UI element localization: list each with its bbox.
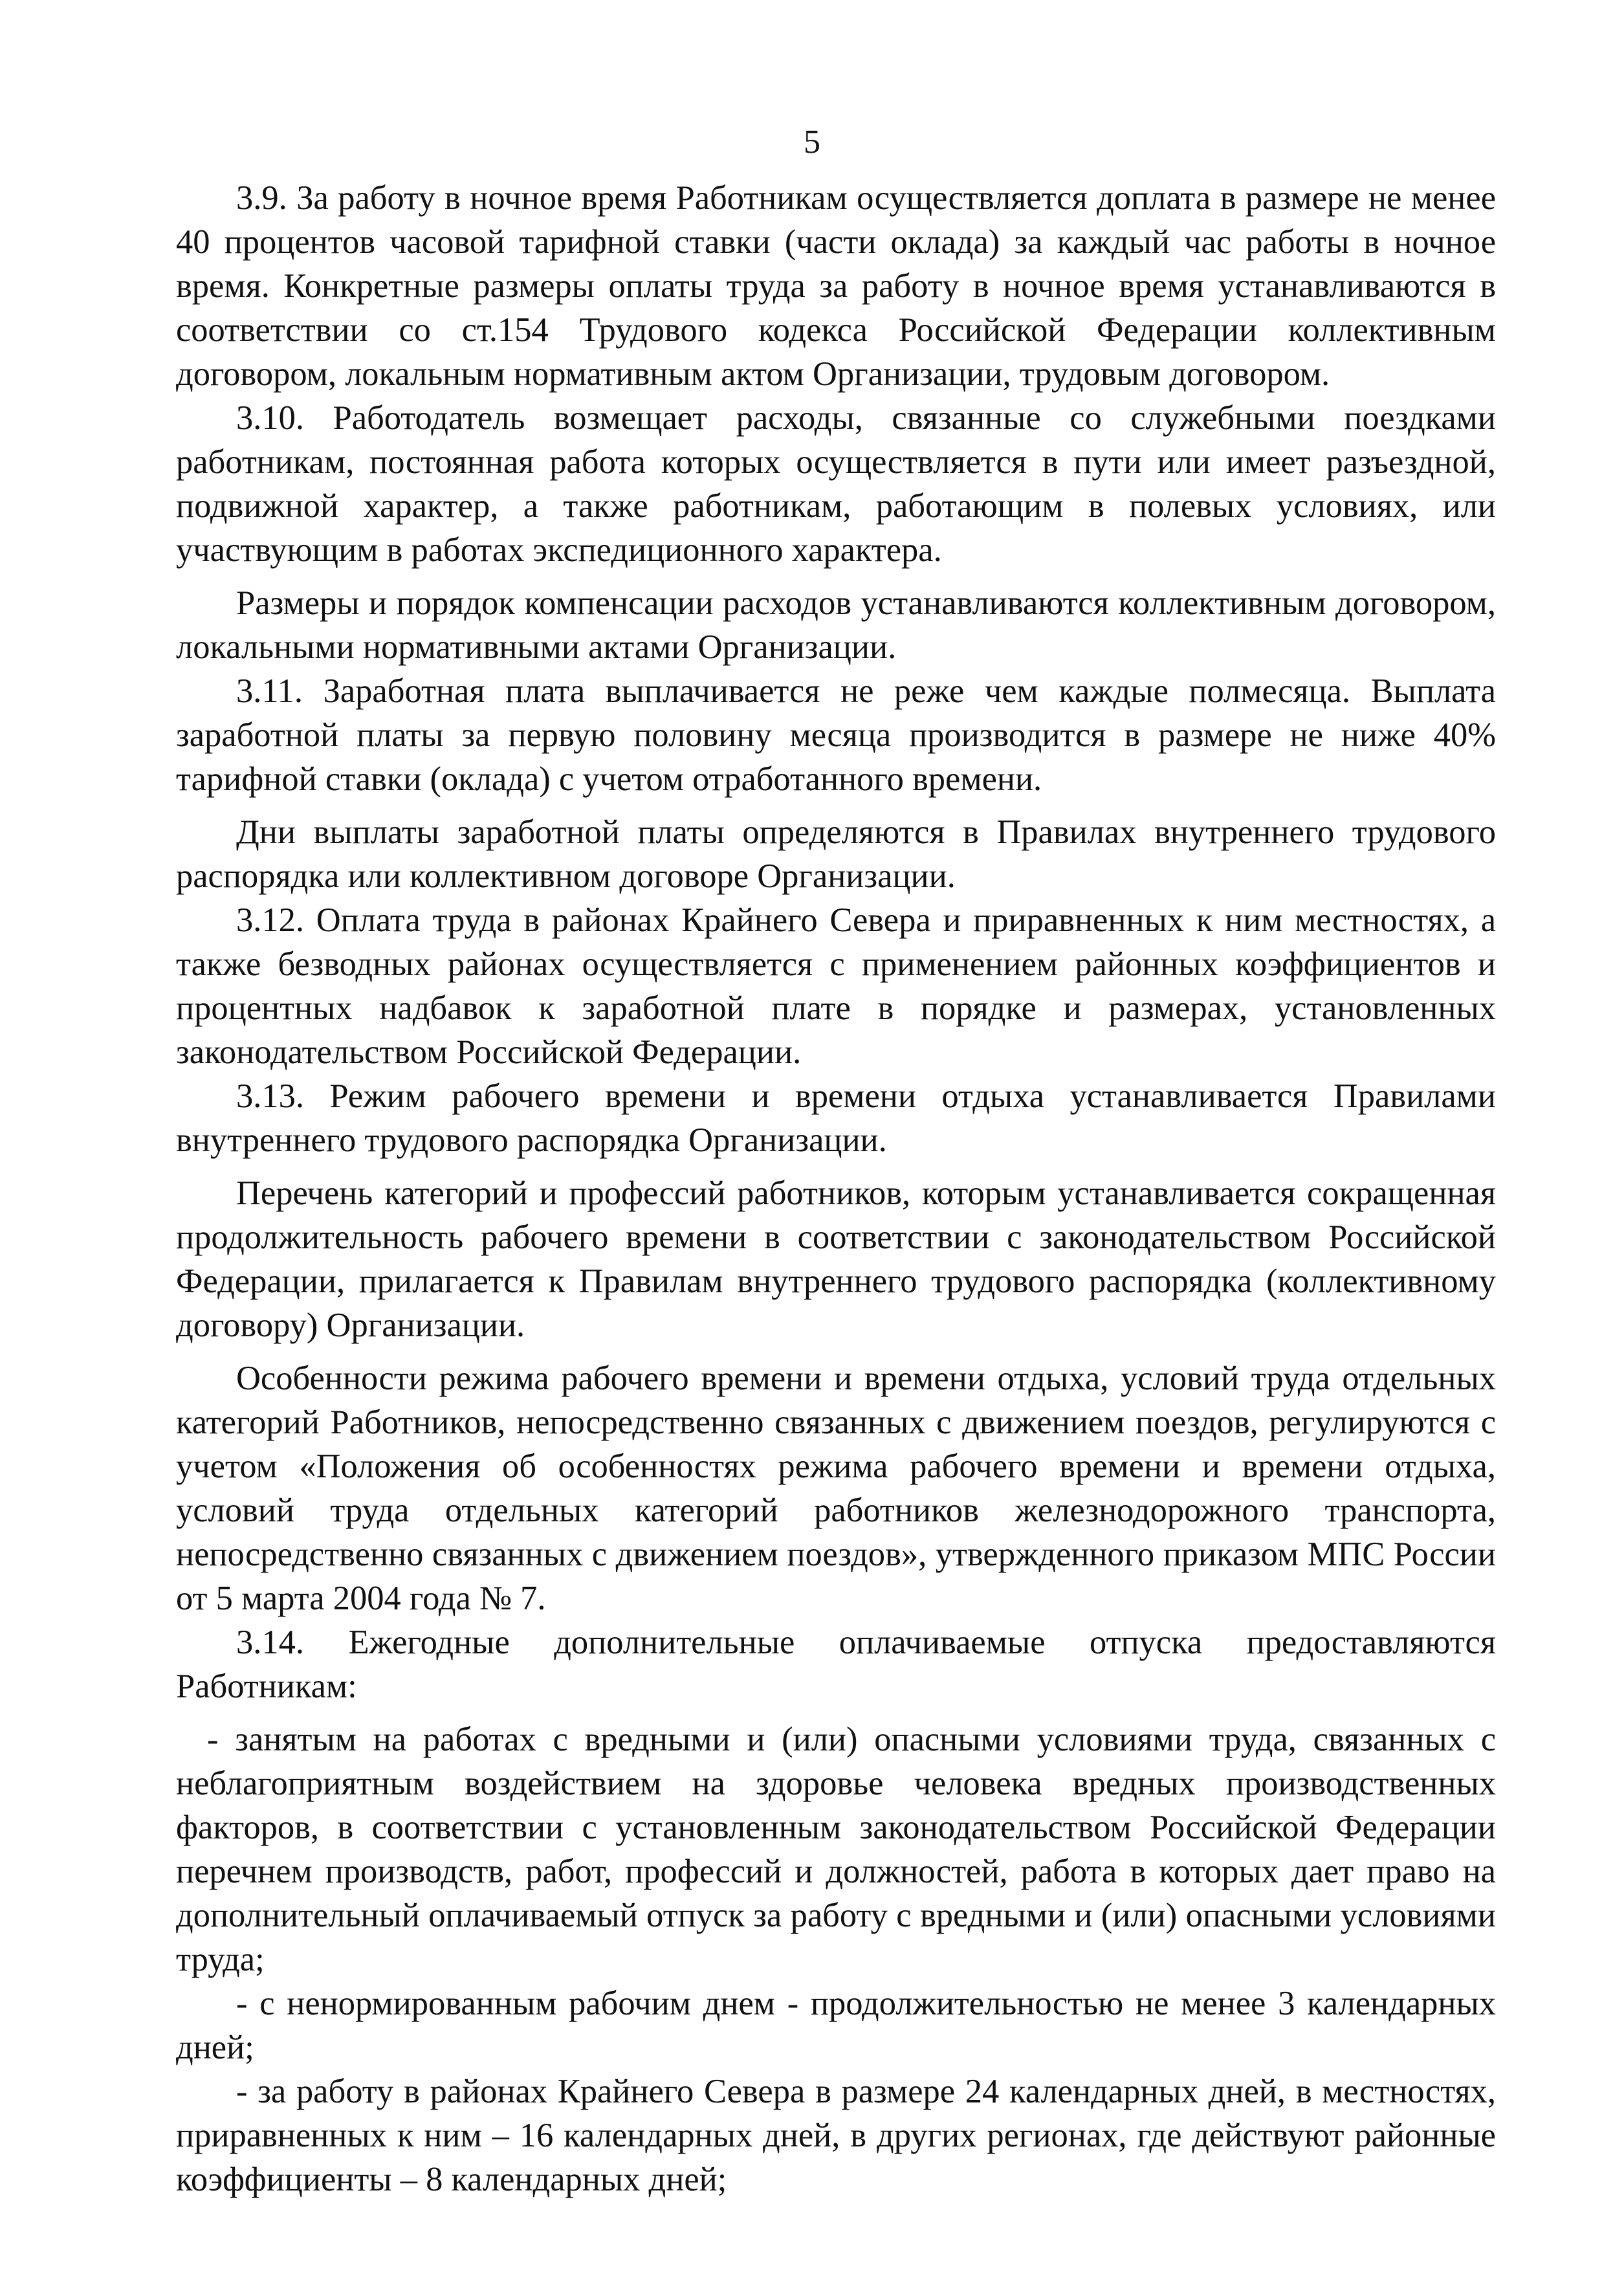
paragraph-compensation: Размеры и порядок компенсации расходов устанавливаются коллективным договором, локальными нормативными актами Организации.: [176, 584, 1496, 666]
paragraph-reduced-hours: Перечень категорий и профессий работников, которым устанавливается сокращенная продолжительность рабочего времени в соответствии с законодательством Российской Федерации, прилагается к Правилам внутреннего трудового распорядка (коллективному договору) Организации.: [176, 1175, 1496, 1344]
document-body: [176, 176, 1496, 2201]
paragraph-railway-workers: Особенности режима рабочего времени и времени отдыха, условий труда отдельных категорий Работников, непосредственно связанных с движением поездов, регулируются с учетом «Положения об особенностях режима рабочего времени и времени отдыха, условий труда отдельных категорий работников железнодорожного транспорта, непосредственно связанных с движением поездов», утвержденного приказом МПС России от 5 марта 2004 года № 7.: [176, 1360, 1496, 1617]
paragraph-3-11: 3.11. Заработная плата выплачивается не реже чем каждые полмесяца. Выплата заработной платы за первую половину месяца производится в размере не ниже 40% тарифной ставки (оклада) с учетом отработанного времени.: [176, 672, 1496, 798]
paragraph-3-13: 3.13. Режим рабочего времени и времени отдыха устанавливается Правилами внутреннего трудового распорядка Организации.: [176, 1077, 1496, 1159]
paragraph-3-14: 3.14. Ежегодные дополнительные оплачиваемые отпуска предоставляются Работникам:: [176, 1624, 1496, 1705]
paragraph-3-9: 3.9. За работу в ночное время Работникам осуществляется доплата в размере не менее 40 процентов часовой тарифной ставки (части оклада) за каждый час работы в ночное время. Конкретные размеры оплаты труда за работу в ночное время устанавливаются в соответствии со ст.154 Трудового кодекса Российской Федерации коллективным договором, локальным нормативным актом Организации, трудовым договором.: [176, 179, 1496, 393]
paragraph-payment-days: Дни выплаты заработной платы определяются в Правилах внутреннего трудового распорядка или коллективном договоре Организации.: [176, 813, 1496, 895]
list-item-irregular-hours: - с ненормированным рабочим днем - продолжительностью не менее 3 календарных дней;: [176, 1985, 1496, 2066]
list-item-hazardous-work: - занятым на работах с вредными и (или) опасными условиями труда, связанных с неблагоприятным воздействием на здоровье человека вредных производственных факторов, в соответствии с установленным законодательством Российской Федерации перечнем производств, работ, профессий и должностей, работа в которых дает право на дополнительный оплачиваемый отпуск за работу с вредными и (или) опасными условиями труда;: [176, 1721, 1496, 1978]
list-item-far-north: - за работу в районах Крайнего Севера в размере 24 календарных дней, в местностях, приравненных к ним – 16 календарных дней, в других регионах, где действуют районные коэффициенты – 8 календарных дней;: [176, 2073, 1496, 2198]
paragraph-3-12: 3.12. Оплата труда в районах Крайнего Севера и приравненных к ним местностях, а также безводных районах осуществляется с применением районных коэффициентов и процентных надбавок к заработной плате в порядке и размерах, установленных законодательством Российской Федерации.: [176, 901, 1496, 1071]
paragraph-3-10: 3.10. Работодатель возмещает расходы, связанные со служебными поездками работникам, постоянная работа которых осуществляется в пути или имеет разъездной, подвижной характер, а также работникам, работающим в полевых условиях, или участвующим в работах экспедиционного характера.: [176, 399, 1496, 569]
page-number: 5: [804, 124, 820, 160]
